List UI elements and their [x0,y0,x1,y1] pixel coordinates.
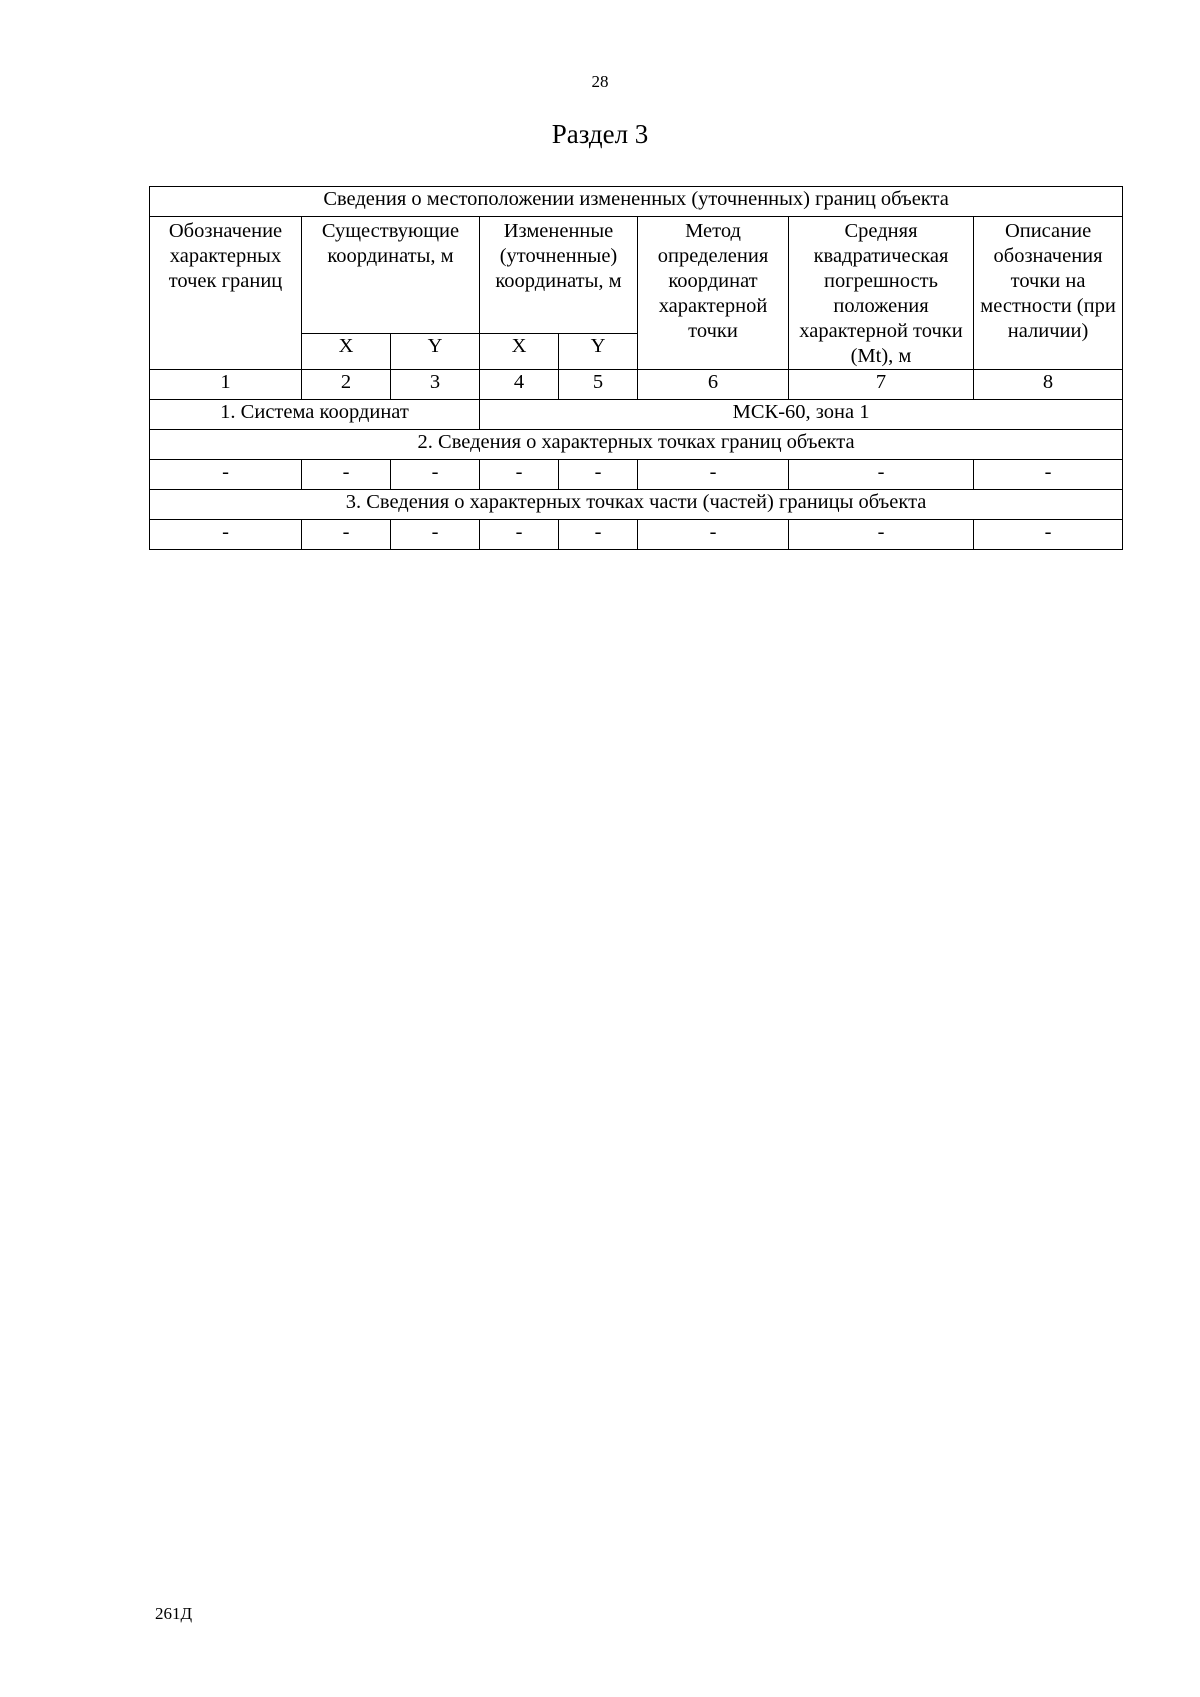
column-number: 4 [480,370,559,400]
column-number: 1 [150,370,302,400]
table-cell: - [302,520,391,550]
header-mean-error: Средняя квадратическая погрешность положения характерной точки (Mt), м [789,217,974,370]
coordinate-system-label: 1. Система координат [150,400,480,430]
table-title: Сведения о местоположении измененных (уточненных) границ объекта [150,187,1123,217]
table-row [150,460,1123,490]
header-changed-y: Y [559,333,638,369]
column-number: 2 [302,370,391,400]
document-code: 261Д [155,1604,193,1623]
section3-heading: 3. Сведения о характерных точках части (частей) границы объекта [150,490,1123,520]
table-cell: - [302,460,391,490]
column-number: 6 [638,370,789,400]
table-cell: - [789,460,974,490]
table-cell: - [974,520,1123,550]
section2-heading: 2. Сведения о характерных точках границ объекта [150,430,1123,460]
table-cell: - [638,460,789,490]
header-changed-x: X [480,333,559,369]
column-number: 8 [974,370,1123,400]
boundary-table [149,186,1123,550]
table-cell: - [150,520,302,550]
section-title: Раздел 3 [551,119,649,149]
column-number-row [150,370,1123,400]
table-cell: - [480,520,559,550]
section2-heading-row [150,430,1123,460]
table-cell: - [789,520,974,550]
header-point-designation: Обозначение характерных точек границ [150,217,302,370]
table-cell: - [150,460,302,490]
table-row [150,520,1123,550]
coordinate-system-row [150,400,1123,430]
table-cell: - [559,520,638,550]
coordinate-system-value: МСК-60, зона 1 [480,400,1123,430]
table-cell: - [391,460,480,490]
table-cell: - [559,460,638,490]
table-cell: - [391,520,480,550]
column-number: 7 [789,370,974,400]
table-cell: - [480,460,559,490]
header-description: Описание обозначения точки на местности (при наличии) [974,217,1123,370]
header-changed-coordinates: Измененные (уточненные) координаты, м [480,217,638,334]
header-existing-y: Y [391,333,480,369]
header-method: Метод определения координат характерной точки [638,217,789,370]
column-number: 3 [391,370,480,400]
header-existing-x: X [302,333,391,369]
header-existing-coordinates: Существующие координаты, м [302,217,480,334]
table-cell: - [638,520,789,550]
page-number: 28 [591,72,609,91]
table-cell: - [974,460,1123,490]
column-number: 5 [559,370,638,400]
section3-heading-row [150,490,1123,520]
